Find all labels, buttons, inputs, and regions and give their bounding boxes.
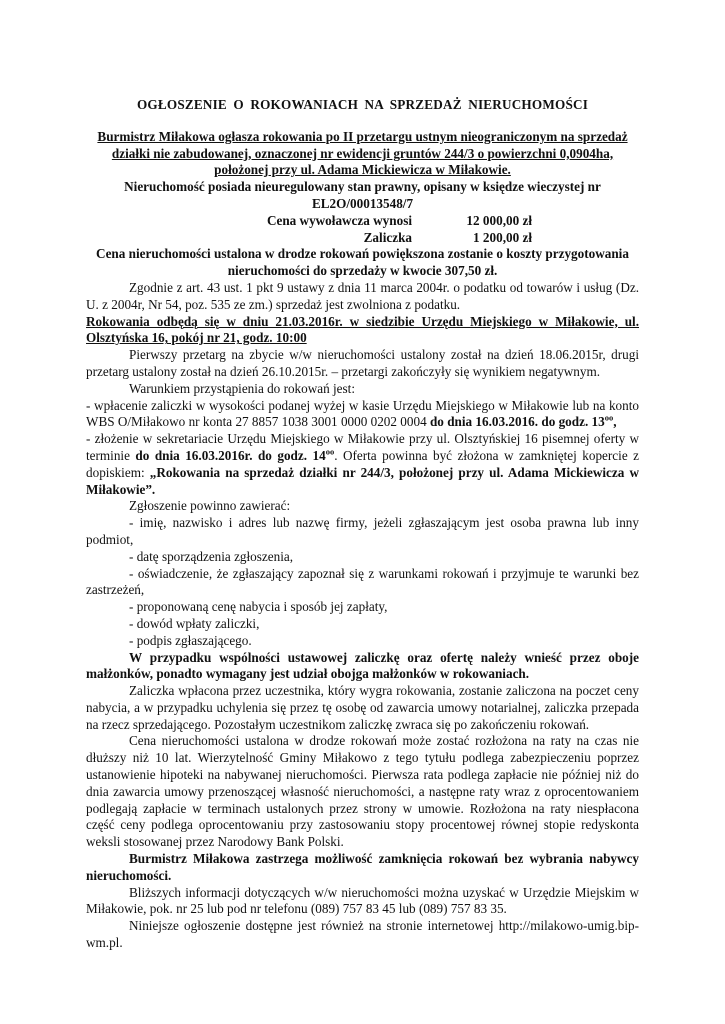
condition-deposit: - wpłacenie zaliczki w wysokości podanej wyżej w kasie Urzędu Miejskiego w Miłakowie lub na konto WBS O/Miłakowo nr konta 27 8857 1038 3001 0000 0202 0004 do dnia 16.03.2016. do godz. $13^{oo}$, [86,397,639,430]
list-item: - imię, nazwisko i adres lub nazwę firmy, jeżeli zgłaszającym jest osoba prawna lub inny podmiot, [86,515,639,547]
venue-info: Rokowania odbędą się w dniu 21.03.2016r. w siedzibie Urzędu Miejskiego w Miłakowie, ul. Olsztyńska 16, pokój nr 21, godz. 10:00 [86,313,639,346]
intro-paragraph: Burmistrz Miłakowa ogłasza rokowania po II przetargu ustnym nieograniczonym na sprzedaż działki nie zabudowanej, oznaczonej nr ewidencji gruntów 244/3 o powierzchni 0,0904ha, położonej przy ul. Adama Mickiewicza w Miłakowie. [97,128,628,178]
condition-offer-sup: oo [325,446,335,457]
vat-note: Zgodnie z art. 43 ust. 1 pkt 9 ustawy z dnia 11 marca 2004r. o podatku od towarów i usług (Dz. U. z 2004r, Nr 54, poz. 535 ze zm.) sprzedaż jest zwolniona z podatku. [86,279,639,312]
legal-status: Nieruchomość posiada nieuregulowany stan prawny, opisany w księdze wieczystej nr EL2O/00013548/7 [124,179,601,211]
condition-deposit-deadline: do dnia 16.03.2016. do godz. 13 [429,414,605,430]
list-item: - podpis zgłaszającego. [129,632,252,648]
list-item: - datę sporządzenia zgłoszenia, [129,548,294,564]
website-note: Niniejsze ogłoszenie dostępne jest również na stronie internetowej http://milakowo-umig.bip-wm.pl. [86,918,639,951]
history-note: Pierwszy przetarg na zbycie w/w nieruchomości ustalony został na dzień 18.06.2015r, drugi przetarg ustalony został na dzień 26.10.2015r. – przetargi zakończyły się wynikiem negatywnym. [86,347,639,379]
page-title: OGŁOSZENIE O ROKOWANIACH NA SPRZEDAŻ NIERUCHOMOŚCI [136,97,589,112]
info-note: Bliższych informacji dotyczących w/w nieruchomości można uzyskać w Urzędzie Miejskim w Miłakowie, pok. nr 25 lub pod nr telefonu (089) 757 83 45 lub (089) 757 83 35. [86,884,639,917]
application-heading: Zgłoszenie powinno zawierać: [129,498,291,514]
list-item: - dowód wpłaty zaliczki, [129,615,260,631]
condition-deposit-text: - wpłacenie zaliczki w wysokości podanej wyżej w kasie Urzędu Miejskiego w Miłakowie lub na konto WBS O/Miłakowo nr konta 27 8857 1038 3001 0000 0202 0004 [86,397,639,430]
deposit-label: Zaliczka [363,229,412,245]
deposit-row [86,230,639,247]
starting-price-row [86,213,639,230]
installments-note: Cena nieruchomości ustalona w drodze rokowań może zostać rozłożona na raty na czas nie dłuższy niż 10 lat. Wierzytelność Gminy Miłakowo z tego tytułu podlega zabezpieczeniu poprzez ustanowienie hipoteki na nabywanej nieruchomości. Pierwsza rata podlega zapłacie nie później niż do dnia zawarcia umowy przenoszącej własność nieruchomości, a następne raty wraz z oprocentowaniem podlegają zapłacie w terminach ustalonych przez strony w umowie. Rozłożona na raty niespłacona część ceny podlega oprocentowaniu przy zastosowaniu stopy procentowej równej stopie redyskonta weksli stosowanej przez Narodowy Bank Polski. [86,733,639,850]
price-note: Cena nieruchomości ustalona w drodze rokowań powiększona zostanie o koszty przygotowania nieruchomości do sprzedaży w kwocie 307,50 zł. [96,246,629,279]
spouses-note: W przypadku wspólności ustawowej zaliczkę oraz ofertę należy wnieść przez oboje małżonków, ponadto wymagany jest udział obojga małżonków w rokowaniach. [86,649,639,682]
starting-price-label: Cena wywoławcza wynosi [266,212,412,228]
condition-deposit-sup: oo [604,412,614,423]
condition-offer-rest: . Oferta powinna być złożona w zamkniętej kopercie z dopiskiem: [86,447,639,480]
reservation-note: Burmistrz Miłakowa zastrzega możliwość zamknięcia rokowań bez wybrania nabywcy nieruchomości. [86,851,639,883]
deposit-note: Zaliczka wpłacona przez uczestnika, który wygra rokowania, zostanie zaliczona na poczet ceny nabycia, a w przypadku uchylenia się przez tę osobę od zawarcia umowy notarialnej, zaliczka przepada na rzecz sprzedającego. Pozostałym uczestnikom zaliczkę zwraca się po zakończeniu rokowań. [86,683,639,732]
condition-offer-deadline: do dnia 16.03.2016r. do godz. 14 [135,447,326,463]
conditions-heading: Warunkiem przystąpienia do rokowań jest: [129,380,355,396]
list-item: - proponowaną cenę nabycia i sposób jej zapłaty, [129,599,388,615]
condition-offer [86,431,639,498]
announcement-body [86,97,639,952]
condition-offer-text: - złożenie w sekretariacie Urzędu Miejskiego w Miłakowie przy ul. Olsztyńskiej 16 pisemnej oferty w terminie [86,431,639,463]
starting-price-value: 12 000,00 zł [466,212,532,228]
envelope-label: „Rokowania na sprzedaż działki nr 244/3, położonej przy ul. Adama Mickiewicza w Miłakowie”. [86,464,639,497]
list-item: - oświadczenie, że zgłaszający zapoznał się z warunkami rokowań i przyjmuje te warunki bez zastrzeżeń, [86,565,639,598]
deposit-value: 1 200,00 zł [473,229,532,245]
